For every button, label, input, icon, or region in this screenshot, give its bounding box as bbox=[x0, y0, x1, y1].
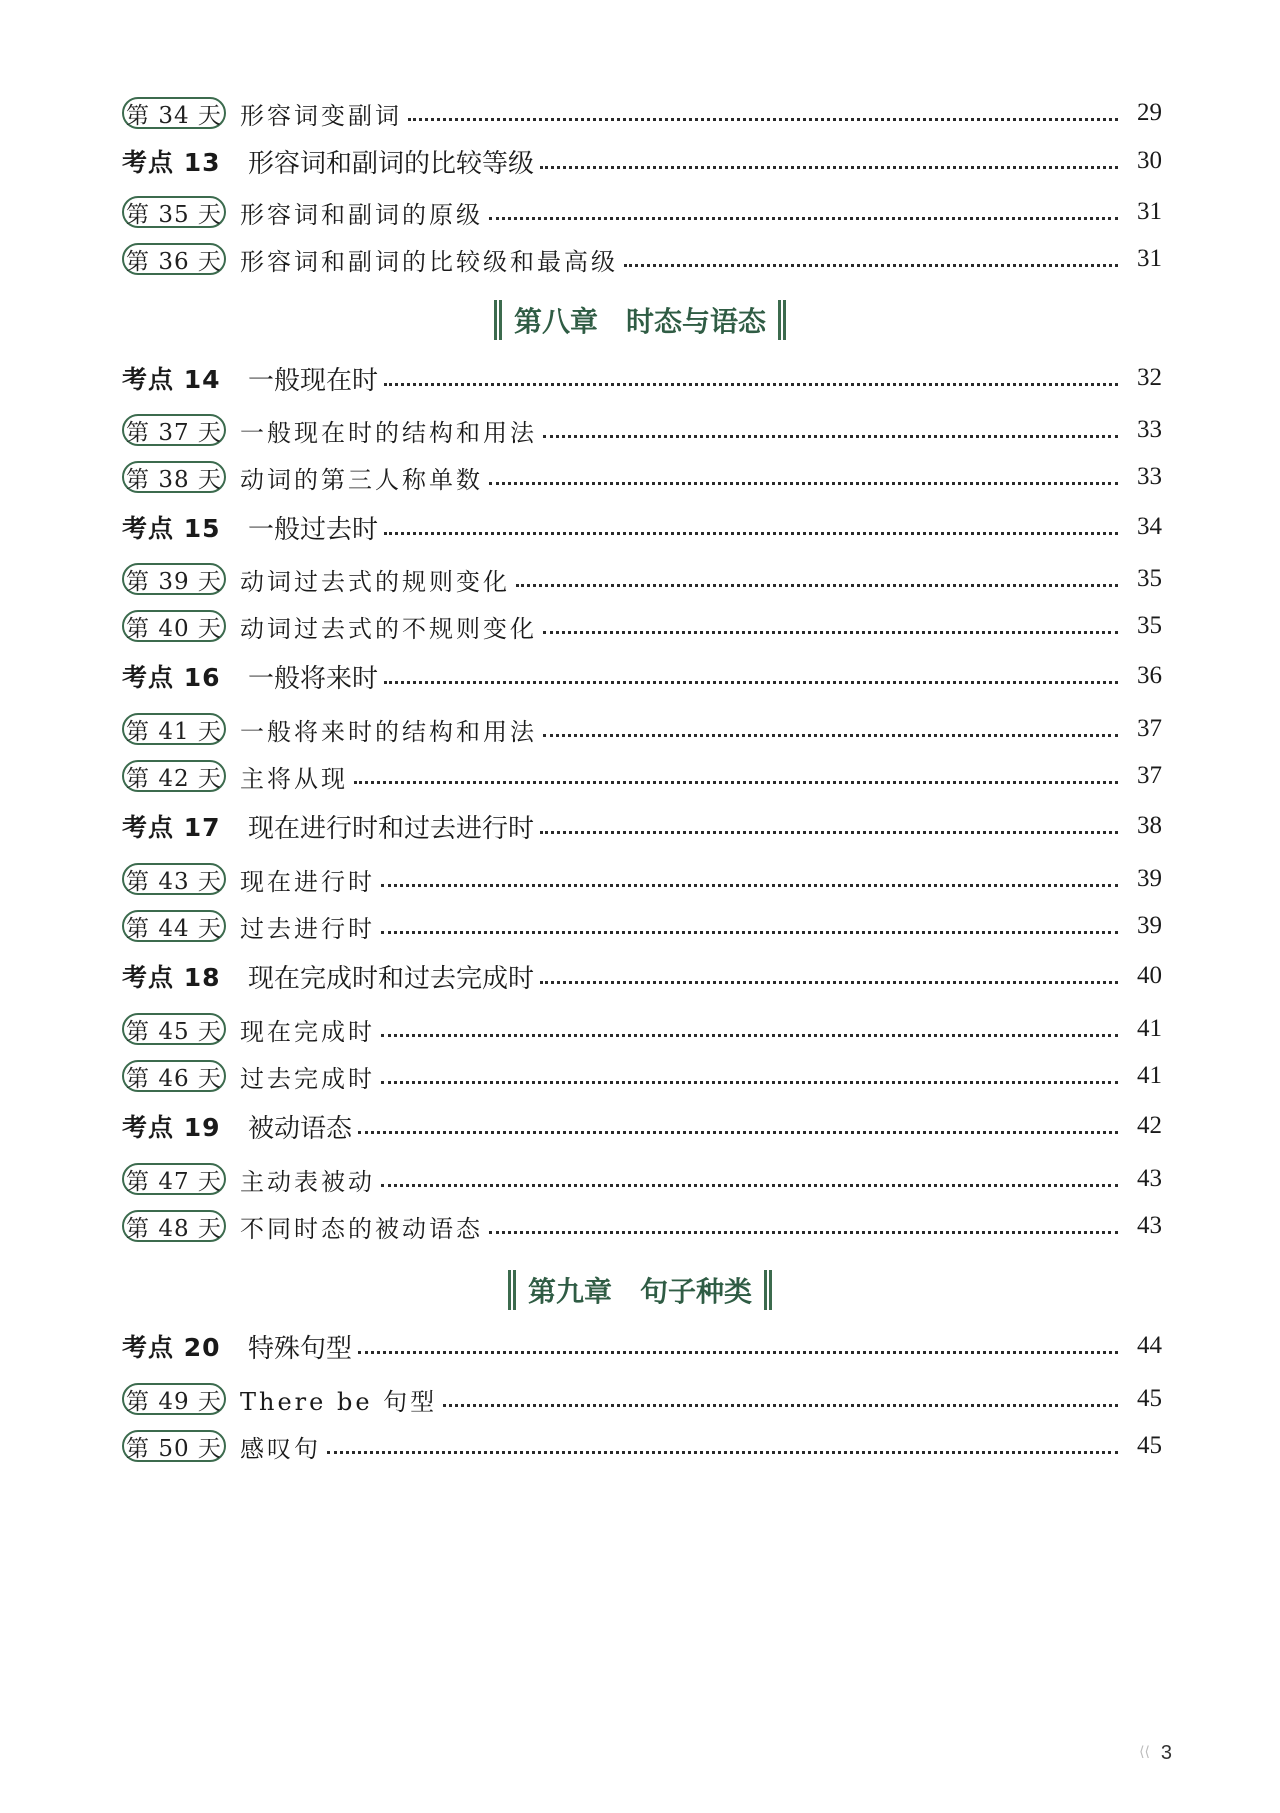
entry-title: 感叹句 bbox=[240, 1434, 321, 1463]
entry-title: 不同时态的被动语态 bbox=[240, 1214, 483, 1243]
toc-entry-day[interactable] bbox=[122, 1054, 1162, 1098]
toc-entry-key-point[interactable] bbox=[122, 954, 1162, 998]
toc-entry-day[interactable] bbox=[122, 1424, 1162, 1468]
dot-leader bbox=[381, 884, 1118, 887]
day-badge: 第 47 天 bbox=[122, 1163, 226, 1195]
entry-page-number: 30 bbox=[1137, 147, 1162, 174]
chapter-title: 时态与语态 bbox=[626, 305, 767, 338]
key-point-label: 考点 18 bbox=[122, 963, 221, 992]
entry-title: 一般现在时的结构和用法 bbox=[240, 418, 537, 447]
dot-leader bbox=[384, 532, 1118, 535]
day-badge: 第 39 天 bbox=[122, 563, 226, 595]
dot-leader bbox=[543, 734, 1118, 737]
entry-page-number: 41 bbox=[1137, 1015, 1162, 1042]
toc-entry-key-point[interactable] bbox=[122, 356, 1162, 400]
dot-leader bbox=[443, 1404, 1118, 1407]
entry-page-number: 37 bbox=[1137, 762, 1162, 789]
entry-page-number: 42 bbox=[1137, 1112, 1162, 1139]
entry-title: 主将从现 bbox=[240, 764, 348, 793]
dot-leader bbox=[381, 1184, 1118, 1187]
dot-leader bbox=[543, 631, 1118, 634]
entry-page-number: 39 bbox=[1137, 912, 1162, 939]
dot-leader bbox=[624, 264, 1118, 267]
key-point-label: 考点 19 bbox=[122, 1113, 221, 1142]
day-badge: 第 45 天 bbox=[122, 1013, 226, 1045]
toc-entry-key-point[interactable] bbox=[122, 505, 1162, 549]
dot-leader bbox=[358, 1131, 1118, 1134]
entry-title: 动词过去式的规则变化 bbox=[240, 567, 510, 596]
entry-title: 现在进行时 bbox=[240, 867, 375, 896]
toc-entry-day[interactable] bbox=[122, 604, 1162, 648]
dot-leader bbox=[381, 931, 1118, 934]
dot-leader bbox=[408, 118, 1118, 121]
dot-leader bbox=[489, 217, 1118, 220]
toc-entry-day[interactable] bbox=[122, 91, 1162, 135]
entry-page-number: 31 bbox=[1137, 198, 1162, 225]
toc-entry-day[interactable] bbox=[122, 1377, 1162, 1421]
key-point-label: 考点 13 bbox=[122, 148, 221, 177]
day-badge: 第 38 天 bbox=[122, 461, 226, 493]
day-badge: 第 50 天 bbox=[122, 1430, 226, 1462]
toc-entry-key-point[interactable] bbox=[122, 139, 1162, 183]
entry-title: 一般现在时 bbox=[248, 365, 379, 396]
dot-leader bbox=[540, 166, 1118, 169]
toc-entry-day[interactable] bbox=[122, 857, 1162, 901]
chapter-bar-left bbox=[494, 300, 502, 340]
entry-title: 一般将来时的结构和用法 bbox=[240, 717, 537, 746]
toc-entry-key-point[interactable] bbox=[122, 804, 1162, 848]
dot-leader bbox=[540, 981, 1118, 984]
entry-page-number: 39 bbox=[1137, 865, 1162, 892]
day-badge: 第 37 天 bbox=[122, 414, 226, 446]
entry-title: 过去完成时 bbox=[240, 1064, 375, 1093]
entry-page-number: 41 bbox=[1137, 1062, 1162, 1089]
entry-title: 形容词和副词的比较等级 bbox=[248, 148, 535, 179]
toc-entry-day[interactable] bbox=[122, 455, 1162, 499]
entry-page-number: 36 bbox=[1137, 662, 1162, 689]
dot-leader bbox=[384, 681, 1118, 684]
dot-leader bbox=[381, 1034, 1118, 1037]
toc-entry-key-point[interactable] bbox=[122, 654, 1162, 698]
dot-leader bbox=[489, 482, 1118, 485]
toc-entry-day[interactable] bbox=[122, 237, 1162, 281]
day-badge: 第 42 天 bbox=[122, 760, 226, 792]
entry-page-number: 32 bbox=[1137, 364, 1162, 391]
toc-entry-day[interactable] bbox=[122, 1157, 1162, 1201]
key-point-label: 考点 16 bbox=[122, 663, 221, 692]
toc-entry-day[interactable] bbox=[122, 1007, 1162, 1051]
entry-page-number: 33 bbox=[1137, 416, 1162, 443]
entry-title: 过去进行时 bbox=[240, 914, 375, 943]
day-badge: 第 46 天 bbox=[122, 1060, 226, 1092]
day-badge: 第 40 天 bbox=[122, 610, 226, 642]
page-number: 3 bbox=[1160, 1742, 1172, 1764]
entry-title: 形容词和副词的比较级和最高级 bbox=[240, 247, 618, 276]
entry-page-number: 45 bbox=[1137, 1385, 1162, 1412]
chapter-bar-right bbox=[778, 300, 786, 340]
dot-leader bbox=[381, 1081, 1118, 1084]
dot-leader bbox=[516, 584, 1118, 587]
decorative-mark: ⟨⟨ bbox=[1139, 1744, 1150, 1760]
entry-title: 一般将来时 bbox=[248, 663, 379, 694]
entry-page-number: 37 bbox=[1137, 715, 1162, 742]
toc-entry-day[interactable] bbox=[122, 408, 1162, 452]
day-badge: 第 36 天 bbox=[122, 243, 226, 275]
entry-page-number: 33 bbox=[1137, 463, 1162, 490]
toc-entry-day[interactable] bbox=[122, 557, 1162, 601]
dot-leader bbox=[358, 1351, 1118, 1354]
entry-title: 形容词和副词的原级 bbox=[240, 200, 483, 229]
chapter-number: 第九章 bbox=[527, 1275, 612, 1308]
entry-title: 形容词变副词 bbox=[240, 101, 402, 130]
key-point-label: 考点 14 bbox=[122, 365, 221, 394]
day-badge: 第 48 天 bbox=[122, 1210, 226, 1242]
entry-title: 一般过去时 bbox=[248, 514, 379, 545]
entry-title: There be 句型 bbox=[240, 1387, 438, 1416]
dot-leader bbox=[543, 435, 1118, 438]
chapter-number: 第八章 bbox=[513, 305, 598, 338]
dot-leader bbox=[354, 781, 1118, 784]
entry-title: 现在完成时 bbox=[240, 1017, 375, 1046]
chapter-heading bbox=[0, 294, 1280, 346]
key-point-label: 考点 15 bbox=[122, 514, 221, 543]
entry-page-number: 34 bbox=[1137, 513, 1162, 540]
entry-page-number: 40 bbox=[1137, 962, 1162, 989]
entry-page-number: 43 bbox=[1137, 1212, 1162, 1239]
entry-page-number: 31 bbox=[1137, 245, 1162, 272]
entry-title: 动词过去式的不规则变化 bbox=[240, 614, 537, 643]
key-point-label: 考点 20 bbox=[122, 1333, 221, 1362]
toc-entry-day[interactable] bbox=[122, 904, 1162, 948]
entry-title: 主动表被动 bbox=[240, 1167, 375, 1196]
entry-page-number: 29 bbox=[1137, 99, 1162, 126]
dot-leader bbox=[327, 1451, 1118, 1454]
toc-entry-key-point[interactable] bbox=[122, 1104, 1162, 1148]
entry-title: 被动语态 bbox=[248, 1113, 353, 1144]
entry-page-number: 43 bbox=[1137, 1165, 1162, 1192]
entry-page-number: 44 bbox=[1137, 1332, 1162, 1359]
day-badge: 第 34 天 bbox=[122, 97, 226, 129]
key-point-label: 考点 17 bbox=[122, 813, 221, 842]
entry-page-number: 35 bbox=[1137, 565, 1162, 592]
entry-title: 现在进行时和过去进行时 bbox=[248, 813, 535, 844]
chapter-heading bbox=[0, 1264, 1280, 1316]
day-badge: 第 43 天 bbox=[122, 863, 226, 895]
day-badge: 第 44 天 bbox=[122, 910, 226, 942]
dot-leader bbox=[540, 831, 1118, 834]
dot-leader bbox=[489, 1231, 1118, 1234]
toc-entry-day[interactable] bbox=[122, 1204, 1162, 1248]
toc-entry-day[interactable] bbox=[122, 707, 1162, 751]
entry-title: 动词的第三人称单数 bbox=[240, 465, 483, 494]
entry-page-number: 38 bbox=[1137, 812, 1162, 839]
toc-entry-day[interactable] bbox=[122, 754, 1162, 798]
chapter-bar-right bbox=[764, 1270, 772, 1310]
toc-entry-key-point[interactable] bbox=[122, 1324, 1162, 1368]
entry-title: 现在完成时和过去完成时 bbox=[248, 963, 535, 994]
toc-entry-day[interactable] bbox=[122, 190, 1162, 234]
dot-leader bbox=[384, 383, 1118, 386]
day-badge: 第 49 天 bbox=[122, 1383, 226, 1415]
chapter-bar-left bbox=[508, 1270, 516, 1310]
day-badge: 第 41 天 bbox=[122, 713, 226, 745]
chapter-title: 句子种类 bbox=[640, 1275, 753, 1308]
entry-page-number: 45 bbox=[1137, 1432, 1162, 1459]
entry-title: 特殊句型 bbox=[248, 1333, 353, 1364]
entry-page-number: 35 bbox=[1137, 612, 1162, 639]
day-badge: 第 35 天 bbox=[122, 196, 226, 228]
